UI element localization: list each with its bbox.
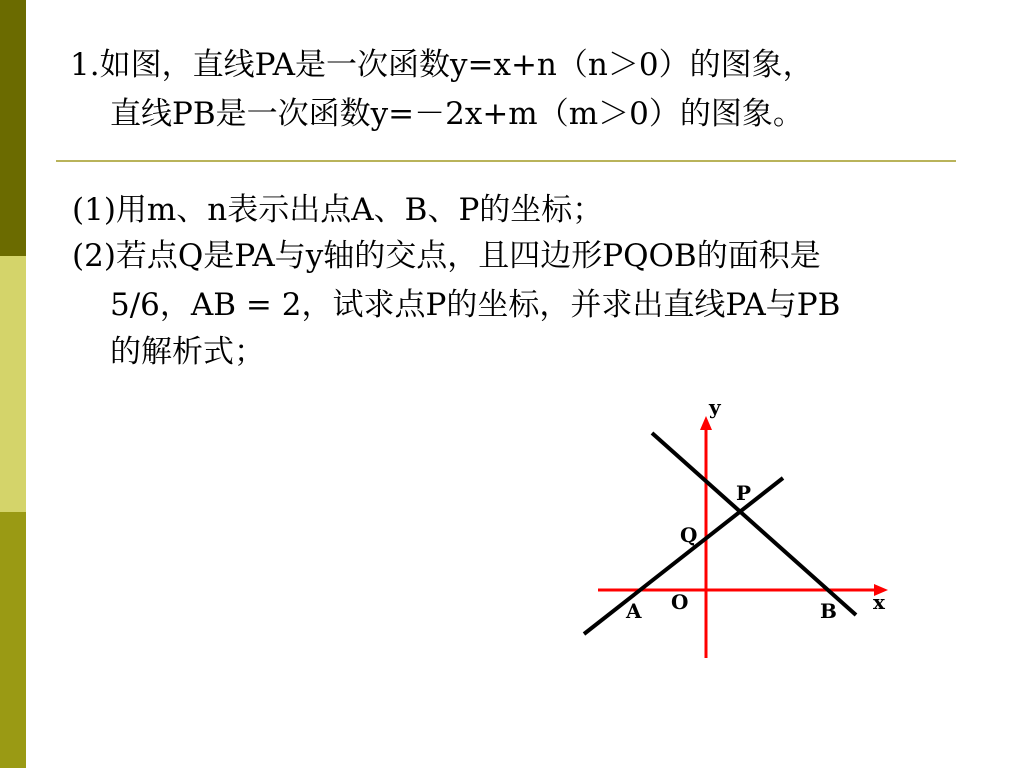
sidebar-block-middle	[0, 256, 26, 512]
question-2-line-1: (2)若点Q是PA与y轴的交点，且四边形PQOB的面积是	[72, 238, 821, 274]
problem-line-2: 直线PB是一次函数y=－2x+m（m＞0）的图象。	[110, 96, 804, 132]
label-point-b: B	[820, 599, 837, 623]
label-point-a: A	[626, 599, 642, 623]
question-2-line-3: 的解析式；	[110, 334, 265, 370]
sidebar-block-top	[0, 0, 26, 256]
label-point-p: P	[736, 481, 752, 505]
label-origin: O	[671, 590, 689, 614]
label-y-axis: y	[709, 395, 721, 419]
question-2-line-2: 5/6，AB = 2，试求点P的坐标，并求出直线PA与PB	[110, 287, 841, 323]
question-1: (1)用m、n表示出点A、B、P的坐标；	[72, 192, 604, 228]
label-point-q: Q	[680, 523, 698, 547]
label-x-axis: x	[873, 590, 885, 614]
sidebar-decoration	[0, 0, 26, 768]
section-divider	[56, 160, 956, 162]
sidebar-block-bottom	[0, 512, 26, 768]
problem-line-1: 1.如图，直线PA是一次函数y=x+n（n＞0）的图象，	[70, 47, 814, 83]
coordinate-diagram	[560, 395, 900, 665]
